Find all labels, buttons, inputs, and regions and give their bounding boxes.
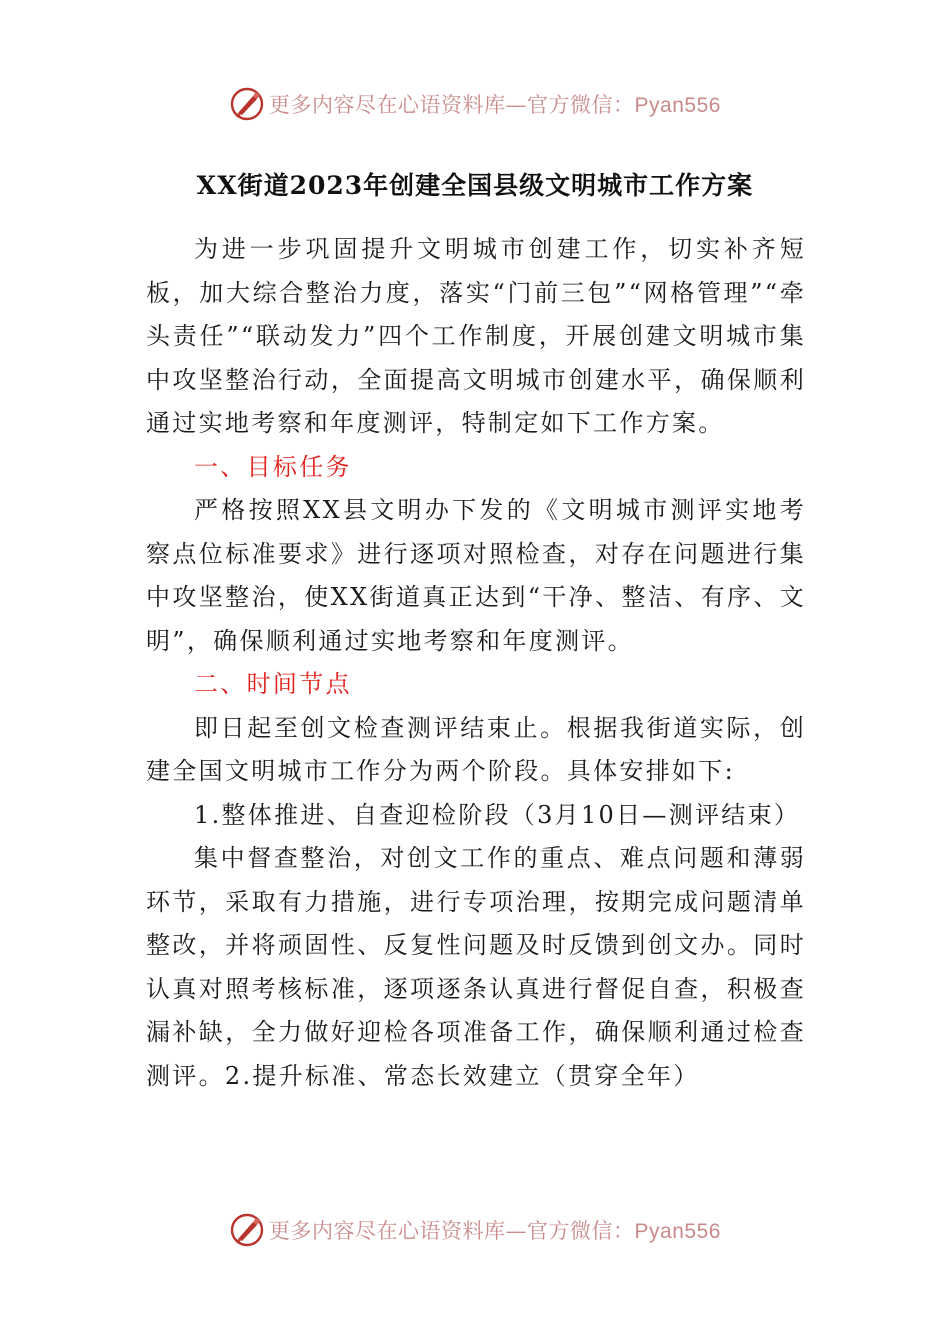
document-title: XX街道2023年创建全国县级文明城市工作方案 (196, 171, 754, 200)
wechat-id: Pyan556 (634, 94, 721, 117)
section-heading-goals: 一、目标任务 (194, 452, 352, 481)
stage1-title: 1.整体推进、自查迎检阶段（3月10日—测评结束） (194, 800, 801, 829)
goals-paragraph: 严格按照XX县文明办下发的《文明城市测评实地考察点位标准要求》进行逐项对照检查，对存在问题进行集中攻坚整治，使XX街道真正达到“干净、整洁、有序、文明”，确保顺利通过实地考察和年度测评。 (146, 496, 806, 655)
banner-label: 更多内容尽在心语资料库—官方微信： (269, 1219, 635, 1243)
pen-logo-icon (229, 86, 265, 122)
document-body (146, 228, 806, 1098)
section-heading-timeline: 二、时间节点 (194, 670, 352, 698)
pen-logo-icon (229, 1212, 265, 1248)
banner-text (269, 1215, 721, 1245)
footer-banner (0, 1210, 950, 1250)
banner-label: 更多内容尽在心语资料库—官方微信： (269, 93, 635, 117)
stage1-paragraph: 集中督查整治，对创文工作的重点、难点问题和薄弱环节，采取有力措施，进行专项治理，按期完成问题清单整改，并将顽固性、反复性问题及时反馈到创文办。同时认真对照考核标准，逐项逐条认真进行督促自查，积极查漏补缺，全力做好迎检各项准备工作，确保顺利通过检查测评。2.提升标准、常态长效建立（贯穿全年） (146, 844, 806, 1090)
wechat-id: Pyan556 (634, 1220, 721, 1243)
intro-paragraph: 为进一步巩固提升文明城市创建工作，切实补齐短板，加大综合整治力度，落实“门前三包”“网格管理”“牵头责任”“联动发力”四个工作制度，开展创建文明城市集中攻坚整治行动，全面提高文明城市创建水平，确保顺利通过实地考察和年度测评，特制定如下工作方案。 (146, 235, 806, 437)
header-banner (0, 84, 950, 124)
banner-text (269, 89, 721, 119)
timeline-paragraph: 即日起至创文检查测评结束止。根据我街道实际，创建全国文明城市工作分为两个阶段。具体安排如下: (146, 713, 806, 785)
